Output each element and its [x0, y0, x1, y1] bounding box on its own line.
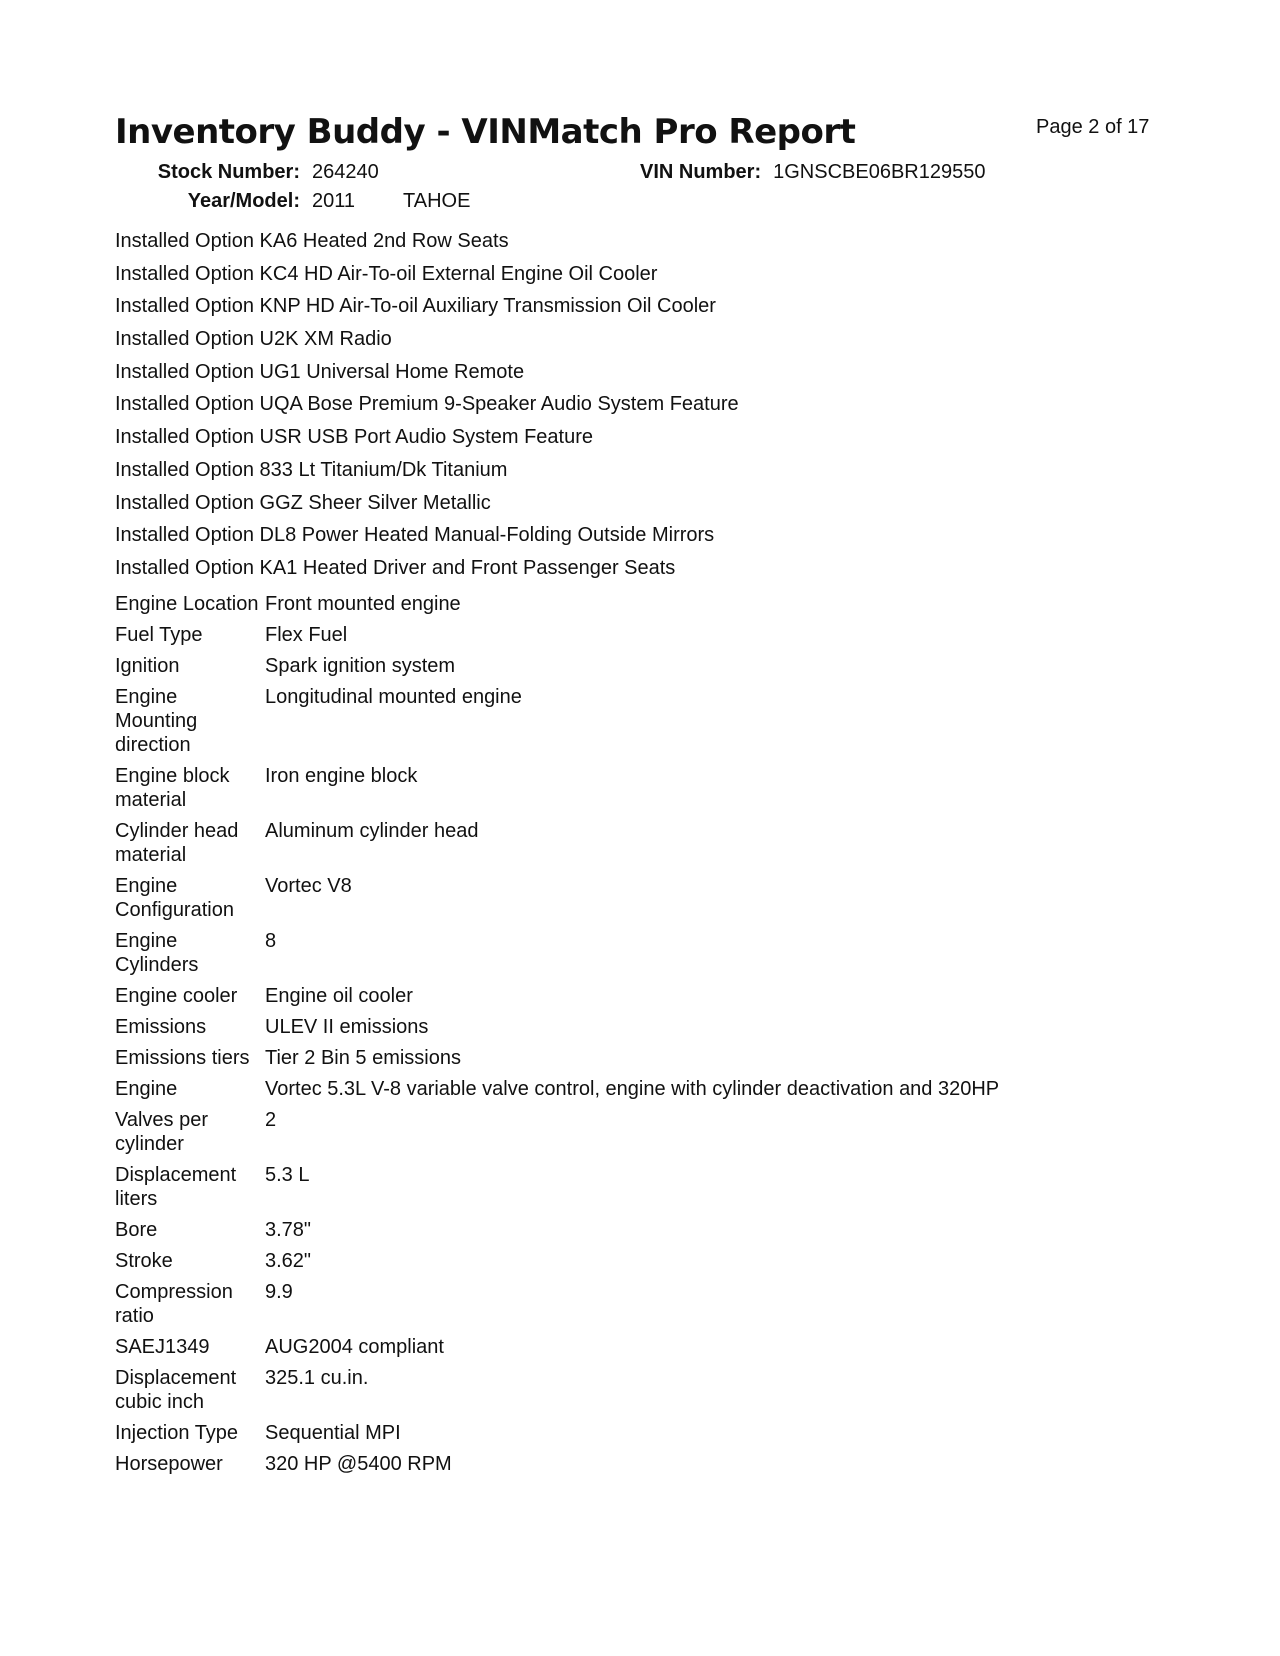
spec-label: Valves per cylinder — [115, 1109, 209, 1155]
spec-label: Emissions — [115, 1016, 207, 1038]
spec-label: Displacement liters — [115, 1164, 237, 1210]
spec-label: Injection Type — [115, 1422, 239, 1444]
stock-number-row — [115, 161, 379, 184]
option-item: Installed Option KNP HD Air-To-oil Auxiliary Transmission Oil Cooler — [115, 295, 716, 318]
option-item: Installed Option DL8 Power Heated Manual-Folding Outside Mirrors — [115, 524, 715, 547]
spec-row — [115, 764, 1175, 819]
spec-row — [115, 1280, 1175, 1335]
spec-value: Vortec V8 — [265, 875, 352, 897]
spec-label: Displacement cubic inch — [115, 1367, 237, 1413]
spec-row — [115, 1249, 1175, 1280]
option-item: Installed Option UG1 Universal Home Remote — [115, 360, 525, 383]
spec-row — [115, 685, 1175, 764]
spec-row — [115, 592, 1175, 623]
spec-row — [115, 1077, 1175, 1108]
year-model-row — [115, 190, 470, 213]
spec-value: 5.3 L — [265, 1164, 310, 1186]
vin-number-row — [640, 161, 985, 184]
spec-value: Flex Fuel — [265, 624, 348, 646]
spec-row — [115, 623, 1175, 654]
spec-value: 3.62" — [265, 1250, 312, 1272]
option-item: Installed Option U2K XM Radio — [115, 328, 392, 351]
spec-label: Engine Mounting direction — [115, 686, 198, 756]
spec-value: ULEV II emissions — [265, 1016, 429, 1038]
spec-row — [115, 1163, 1175, 1218]
spec-label: SAEJ1349 — [115, 1336, 210, 1358]
option-item: Installed Option KC4 HD Air-To-oil External Engine Oil Cooler — [115, 262, 658, 285]
spec-label: Engine — [115, 1078, 178, 1100]
spec-label: Stroke — [115, 1250, 173, 1272]
spec-value: 3.78" — [265, 1219, 312, 1241]
option-item: Installed Option KA1 Heated Driver and Front Passenger Seats — [115, 556, 676, 579]
spec-row — [115, 1335, 1175, 1366]
spec-label: Bore — [115, 1219, 158, 1241]
spec-value: 8 — [265, 930, 277, 952]
spec-label: Engine cooler — [115, 985, 238, 1007]
spec-value: Front mounted engine — [265, 593, 461, 615]
spec-label: Emissions tiers — [115, 1047, 250, 1069]
spec-value: Vortec 5.3L V-8 variable valve control, engine with cylinder deactivation and 320HP — [265, 1078, 1000, 1100]
option-item: Installed Option UQA Bose Premium 9-Speaker Audio System Feature — [115, 393, 739, 416]
spec-value: Aluminum cylinder head — [265, 820, 479, 842]
spec-row — [115, 654, 1175, 685]
spec-row — [115, 1015, 1175, 1046]
spec-row — [115, 1366, 1175, 1421]
spec-row — [115, 984, 1175, 1015]
spec-value: Spark ignition system — [265, 655, 456, 677]
spec-label: Engine Cylinders — [115, 930, 199, 976]
spec-value: Engine oil cooler — [265, 985, 413, 1007]
spec-row — [115, 1108, 1175, 1163]
stock-number-label: Stock Number: — [157, 161, 300, 183]
stock-number-value: 264240 — [312, 161, 379, 183]
spec-value: AUG2004 compliant — [265, 1336, 444, 1358]
engine-specs-table — [115, 592, 1175, 1483]
spec-label: Ignition — [115, 655, 180, 677]
spec-value: 325.1 cu.in. — [265, 1367, 369, 1389]
spec-row — [115, 819, 1175, 874]
spec-row — [115, 1452, 1175, 1483]
option-item: Installed Option KA6 Heated 2nd Row Seats — [115, 230, 509, 252]
spec-label: Compression ratio — [115, 1281, 233, 1327]
spec-value: 320 HP @5400 RPM — [265, 1453, 452, 1475]
spec-value: Longitudinal mounted engine — [265, 686, 522, 708]
report-title: Inventory Buddy - VINMatch Pro Report — [115, 112, 856, 152]
spec-label: Horsepower — [115, 1453, 223, 1475]
spec-row — [115, 874, 1175, 929]
vin-number-value: 1GNSCBE06BR129550 — [773, 161, 986, 183]
year-model-label: Year/Model: — [187, 190, 300, 212]
option-item: Installed Option GGZ Sheer Silver Metallic — [115, 491, 491, 514]
spec-value: Iron engine block — [265, 765, 418, 787]
spec-value: 9.9 — [265, 1281, 293, 1303]
installed-options-list — [115, 228, 1175, 588]
spec-label: Engine Configuration — [115, 875, 234, 921]
spec-label: Fuel Type — [115, 624, 203, 646]
model-value: TAHOE — [403, 190, 471, 212]
spec-row — [115, 1046, 1175, 1077]
spec-value: Sequential MPI — [265, 1422, 401, 1444]
option-item: Installed Option 833 Lt Titanium/Dk Titanium — [115, 458, 508, 481]
spec-row — [115, 929, 1175, 984]
spec-label: Engine block material — [115, 765, 230, 811]
spec-row — [115, 1421, 1175, 1452]
option-item: Installed Option USR USB Port Audio System Feature — [115, 426, 593, 449]
year-value: 2011 — [312, 190, 356, 212]
page-number: Page 2 of 17 — [1036, 116, 1150, 138]
spec-label: Cylinder head material — [115, 820, 239, 866]
spec-label: Engine Location — [115, 593, 259, 615]
spec-value: Tier 2 Bin 5 emissions — [265, 1047, 461, 1069]
spec-row — [115, 1218, 1175, 1249]
vin-number-label: VIN Number: — [640, 161, 762, 183]
spec-value: 2 — [265, 1109, 277, 1131]
